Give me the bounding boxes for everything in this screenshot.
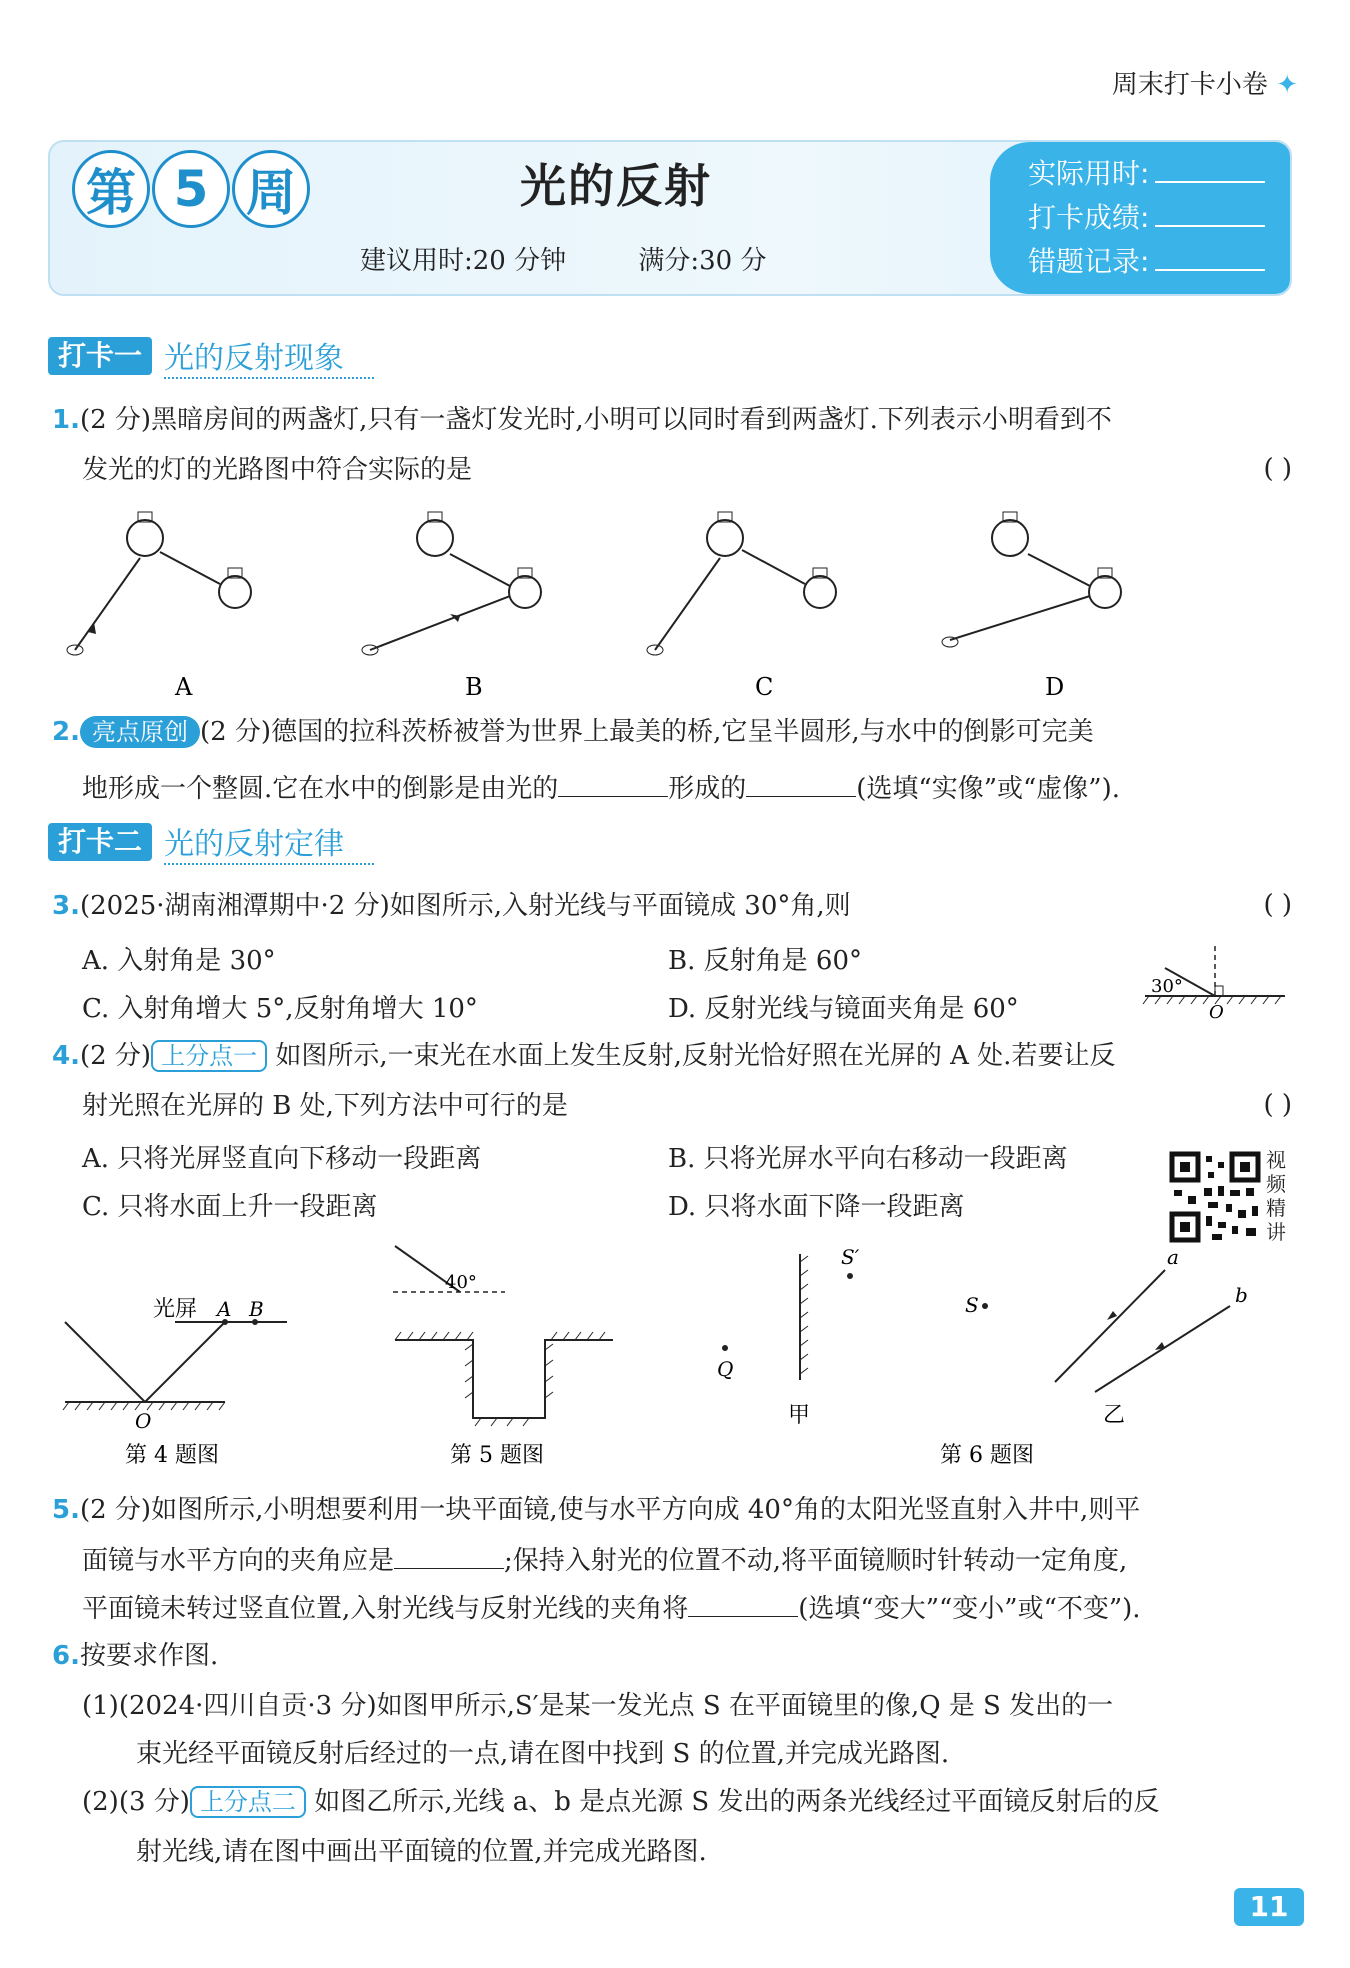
q6-part1-line1: (1)(2024·四川自贡·3 分)如图甲所示,S′是某一发光点 S 在平面镜里的像,Q 是 S 发出的一	[82, 1691, 1114, 1721]
q3-option-a: A. 入射角是 30°	[82, 946, 276, 976]
q5-line2: 面镜与水平方向的夹角应是 ;保持入射光的位置不动,将平面镜顺时针转动一定角度,	[82, 1546, 1128, 1576]
fig6-caption: 第 6 题图	[940, 1443, 1034, 1468]
q5-line1: 5.(2 分)如图所示,小明想要利用一块平面镜,使与水平方向成 40°角的太阳光竖直射入井中,则平	[52, 1495, 1141, 1525]
q3-option-b: B. 反射角是 60°	[668, 946, 862, 976]
option-label-d: D	[1045, 673, 1065, 700]
q4-line2: 射光照在光屏的 B 处,下列方法中可行的是	[82, 1091, 568, 1121]
q6-part1-line2: 束光经平面镜反射后经过的一点,请在图中找到 S 的位置,并完成光路图.	[136, 1739, 950, 1769]
highlight-original-tag: 亮点原创	[80, 716, 200, 748]
section-header-2	[48, 822, 374, 862]
q3-diagram	[1135, 940, 1295, 1020]
q2-blank-1[interactable]	[558, 772, 668, 797]
section-header-1	[48, 336, 374, 376]
fig5-caption: 第 5 题图	[450, 1443, 544, 1468]
q4-answer-paren: ( )	[1263, 1090, 1292, 1120]
diagram-d	[942, 512, 1121, 700]
fig4-screen-label: 光屏	[153, 1297, 198, 1322]
week-char: 周	[232, 150, 310, 228]
fig6-q-label: Q	[717, 1357, 734, 1381]
score-point-tag-1: 上分点一	[151, 1040, 267, 1072]
page-number: 11	[1234, 1888, 1304, 1926]
q4-option-a: A. 只将光屏竖直向下移动一段距离	[82, 1144, 482, 1174]
fig6-a-label: a	[1167, 1245, 1179, 1269]
q3-angle-label: 30°	[1151, 976, 1183, 997]
q5-line3: 平面镜未转过竖直位置,入射光线与反射光线的夹角将 (选填“变大”“变小”或“不变”).	[82, 1594, 1141, 1624]
fig6-b-label: b	[1235, 1283, 1248, 1307]
q2-line2: 地形成一个整圆.它在水中的倒影是由光的 形成的 (选填“实像”或“虚像”).	[82, 774, 1121, 804]
q6-title: 6.按要求作图.	[52, 1641, 219, 1671]
diagram-a	[67, 512, 251, 700]
diagram-b	[362, 512, 541, 700]
q2-line1: 2. 亮点原创 (2 分)德国的拉科茨桥被誉为世界上最美的桥,它呈半圆形,与水中的倒影可完美	[52, 717, 1094, 747]
qr-code-icon[interactable]	[1168, 1150, 1262, 1244]
q4-option-b: B. 只将光屏水平向右移动一段距离	[668, 1144, 1068, 1174]
q4-option-c: C. 只将水面上升一段距离	[82, 1192, 378, 1222]
section-tag: 打卡二	[48, 823, 152, 861]
week-char: 第	[72, 150, 150, 228]
section-name: 光的反射定律	[164, 819, 374, 865]
video-explanation-label[interactable]: 视 频 精 讲	[1266, 1148, 1286, 1244]
fig5-angle-label: 40°	[445, 1272, 477, 1293]
q6-part2-line1: (2)(3 分) 上分点二 如图乙所示,光线 a、b 是点光源 S 发出的两条光线经过平面镜反射后的反	[82, 1787, 1160, 1817]
q2-blank-2[interactable]	[746, 772, 856, 797]
fig4-a-label: A	[217, 1297, 232, 1321]
option-label-b: B	[465, 673, 483, 700]
q5-blank-2[interactable]	[688, 1592, 798, 1617]
fig6-yi-label: 乙	[1103, 1403, 1126, 1428]
title-banner	[48, 140, 1292, 296]
stat-score: 打卡成绩:	[1028, 196, 1265, 236]
page-title: 光的反射	[520, 159, 712, 213]
section-name: 光的反射现象	[164, 333, 374, 379]
fig4-o-label: O	[135, 1409, 152, 1433]
suggested-time: 建议用时:20 分钟	[360, 246, 567, 276]
q3-line1: 3.(2025·湖南湘潭期中·2 分)如图所示,入射光线与平面镜成 30°角,则	[52, 891, 851, 921]
q4-line1: 4.(2 分) 上分点一 如图所示,一束光在水面上发生反射,反射光恰好照在光屏的 A 处.若要让反	[52, 1041, 1116, 1071]
full-score: 满分:30 分	[638, 246, 767, 276]
diagram-c	[647, 512, 836, 700]
fig6-jia-label: 甲	[788, 1403, 811, 1428]
option-label-a: A	[175, 673, 193, 700]
week-badge	[72, 150, 310, 228]
fig4-b-label: B	[249, 1297, 264, 1321]
q5-blank-1[interactable]	[394, 1544, 504, 1569]
week-number: 5	[152, 150, 230, 228]
corner-label: 周末打卡小卷 ✦	[1111, 70, 1298, 100]
fig6-s-prime-label: S′	[841, 1245, 860, 1269]
section-tag: 打卡一	[48, 337, 152, 375]
figure-6-yi	[940, 1245, 1248, 1468]
q6-part2-line2: 射光线,请在图中画出平面镜的位置,并完成光路图.	[136, 1837, 707, 1867]
record-panel	[990, 142, 1290, 294]
figure-5	[393, 1246, 613, 1468]
q1-line2: 发光的灯的光路图中符合实际的是	[82, 455, 473, 485]
q1-line1: 1.(2 分)黑暗房间的两盏灯,只有一盏灯发光时,小明可以同时看到两盏灯.下列表示小明看到不	[52, 405, 1112, 435]
option-label-c: C	[755, 673, 774, 700]
stat-error-record: 错题记录:	[1028, 240, 1265, 280]
time-score-info	[360, 240, 830, 277]
q1-answer-paren: ( )	[1263, 454, 1292, 484]
q3-option-d: D. 反射光线与镜面夹角是 60°	[668, 994, 1019, 1024]
q3-point-label: O	[1209, 1002, 1224, 1020]
q3-option-c: C. 入射角增大 5°,反射角增大 10°	[82, 994, 478, 1024]
q1-diagrams	[60, 500, 1180, 700]
q3-answer-paren: ( )	[1263, 890, 1292, 920]
sparkle-icon: ✦	[1276, 70, 1298, 100]
fig6-s-label: S	[965, 1293, 979, 1317]
figure-4	[63, 1297, 287, 1468]
q4-option-d: D. 只将水面下降一段距离	[668, 1192, 965, 1222]
fig4-caption: 第 4 题图	[125, 1443, 219, 1468]
figure-6-jia	[717, 1245, 860, 1428]
score-point-tag-2: 上分点二	[190, 1786, 306, 1818]
stat-actual-time: 实际用时:	[1028, 152, 1265, 192]
figures-row	[55, 1240, 1295, 1480]
